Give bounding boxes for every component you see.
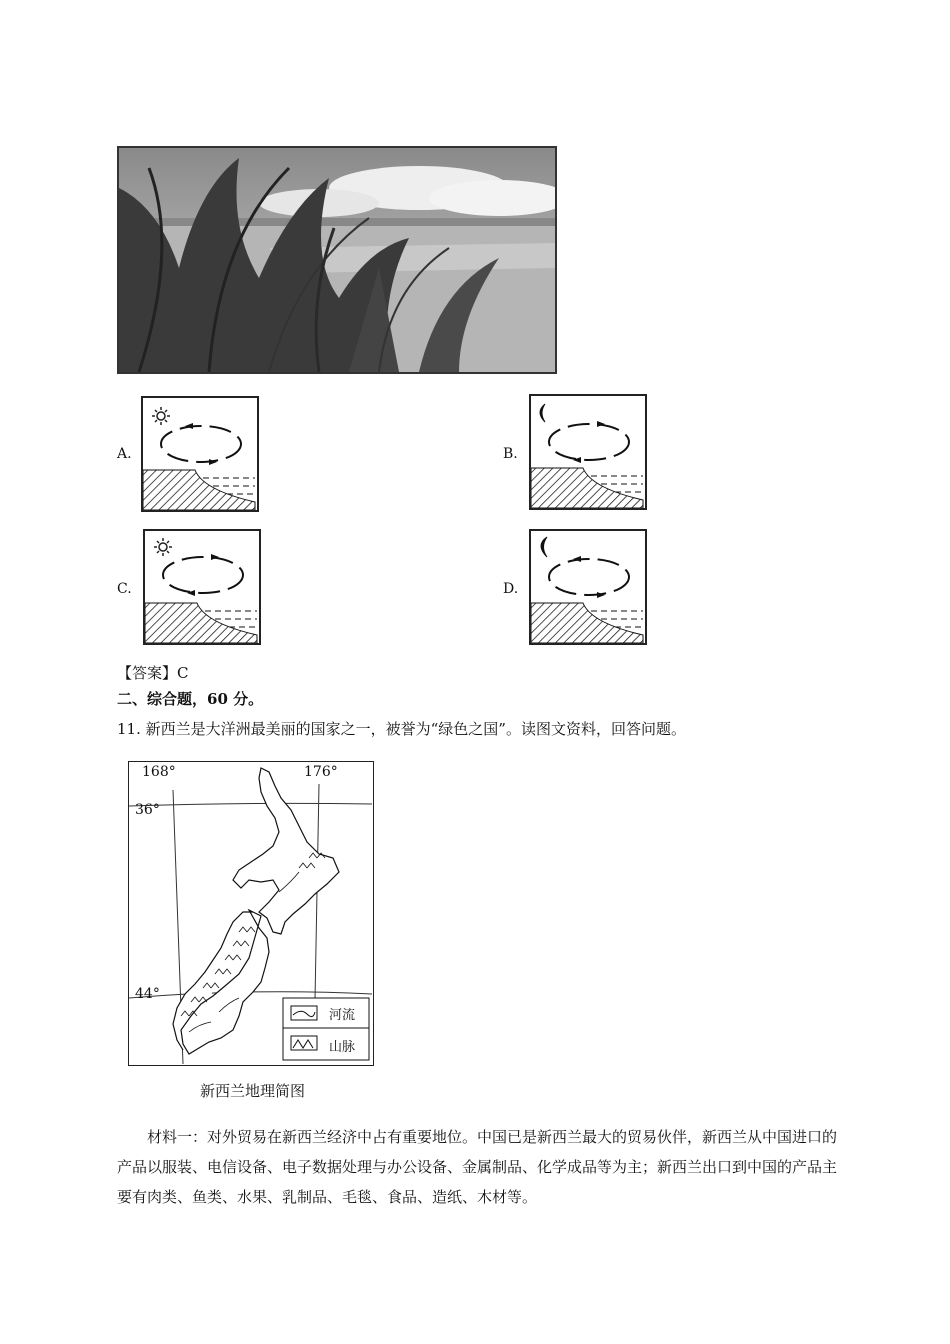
legend-mountain-label: 山脉 — [329, 1040, 356, 1055]
legend-river-label: 河流 — [329, 1008, 356, 1023]
option-a-diagram[interactable] — [141, 396, 259, 512]
option-b-label: B. — [503, 446, 518, 462]
moon-icon — [540, 404, 545, 422]
sun-icon — [152, 407, 170, 425]
option-b-diagram[interactable] — [529, 394, 647, 510]
option-a-label: A. — [117, 446, 132, 462]
lon-right-label: 176° — [304, 764, 338, 780]
question-11: 11. 新西兰是大洋洲最美丽的国家之一，被誉为“绿色之国”。读图文资料，回答问题。 — [117, 720, 686, 738]
option-d-label: D. — [503, 581, 519, 597]
section-title: 二、综合题，60 分。 — [117, 690, 264, 708]
lat-bottom-label: 44° — [135, 986, 160, 1002]
moon-icon — [541, 537, 547, 557]
lat-top-label: 36° — [135, 802, 160, 818]
option-c-diagram[interactable] — [143, 529, 261, 645]
option-c-label: C. — [117, 581, 132, 597]
answer-text: 【答案】C — [117, 664, 189, 682]
map-caption: 新西兰地理简图 — [200, 1082, 306, 1100]
material-one-paragraph: 材料一：对外贸易在新西兰经济中占有重要地位。中国已是新西兰最大的贸易伙伴，新西兰从中国进口的产品以服装、电信设备、电子数据处理与办公设备、金属制品、化学成品等为主；新西兰出口到中国的产品主要有肉类、鱼类、水果、乳制品、毛毯、食品、造纸、木材等。 — [117, 1128, 838, 1206]
seaside-grass-photo — [117, 146, 557, 374]
new-zealand-map — [128, 761, 374, 1066]
sun-icon — [154, 538, 172, 556]
option-d-diagram[interactable] — [529, 529, 647, 645]
lon-left-label: 168° — [142, 764, 176, 780]
